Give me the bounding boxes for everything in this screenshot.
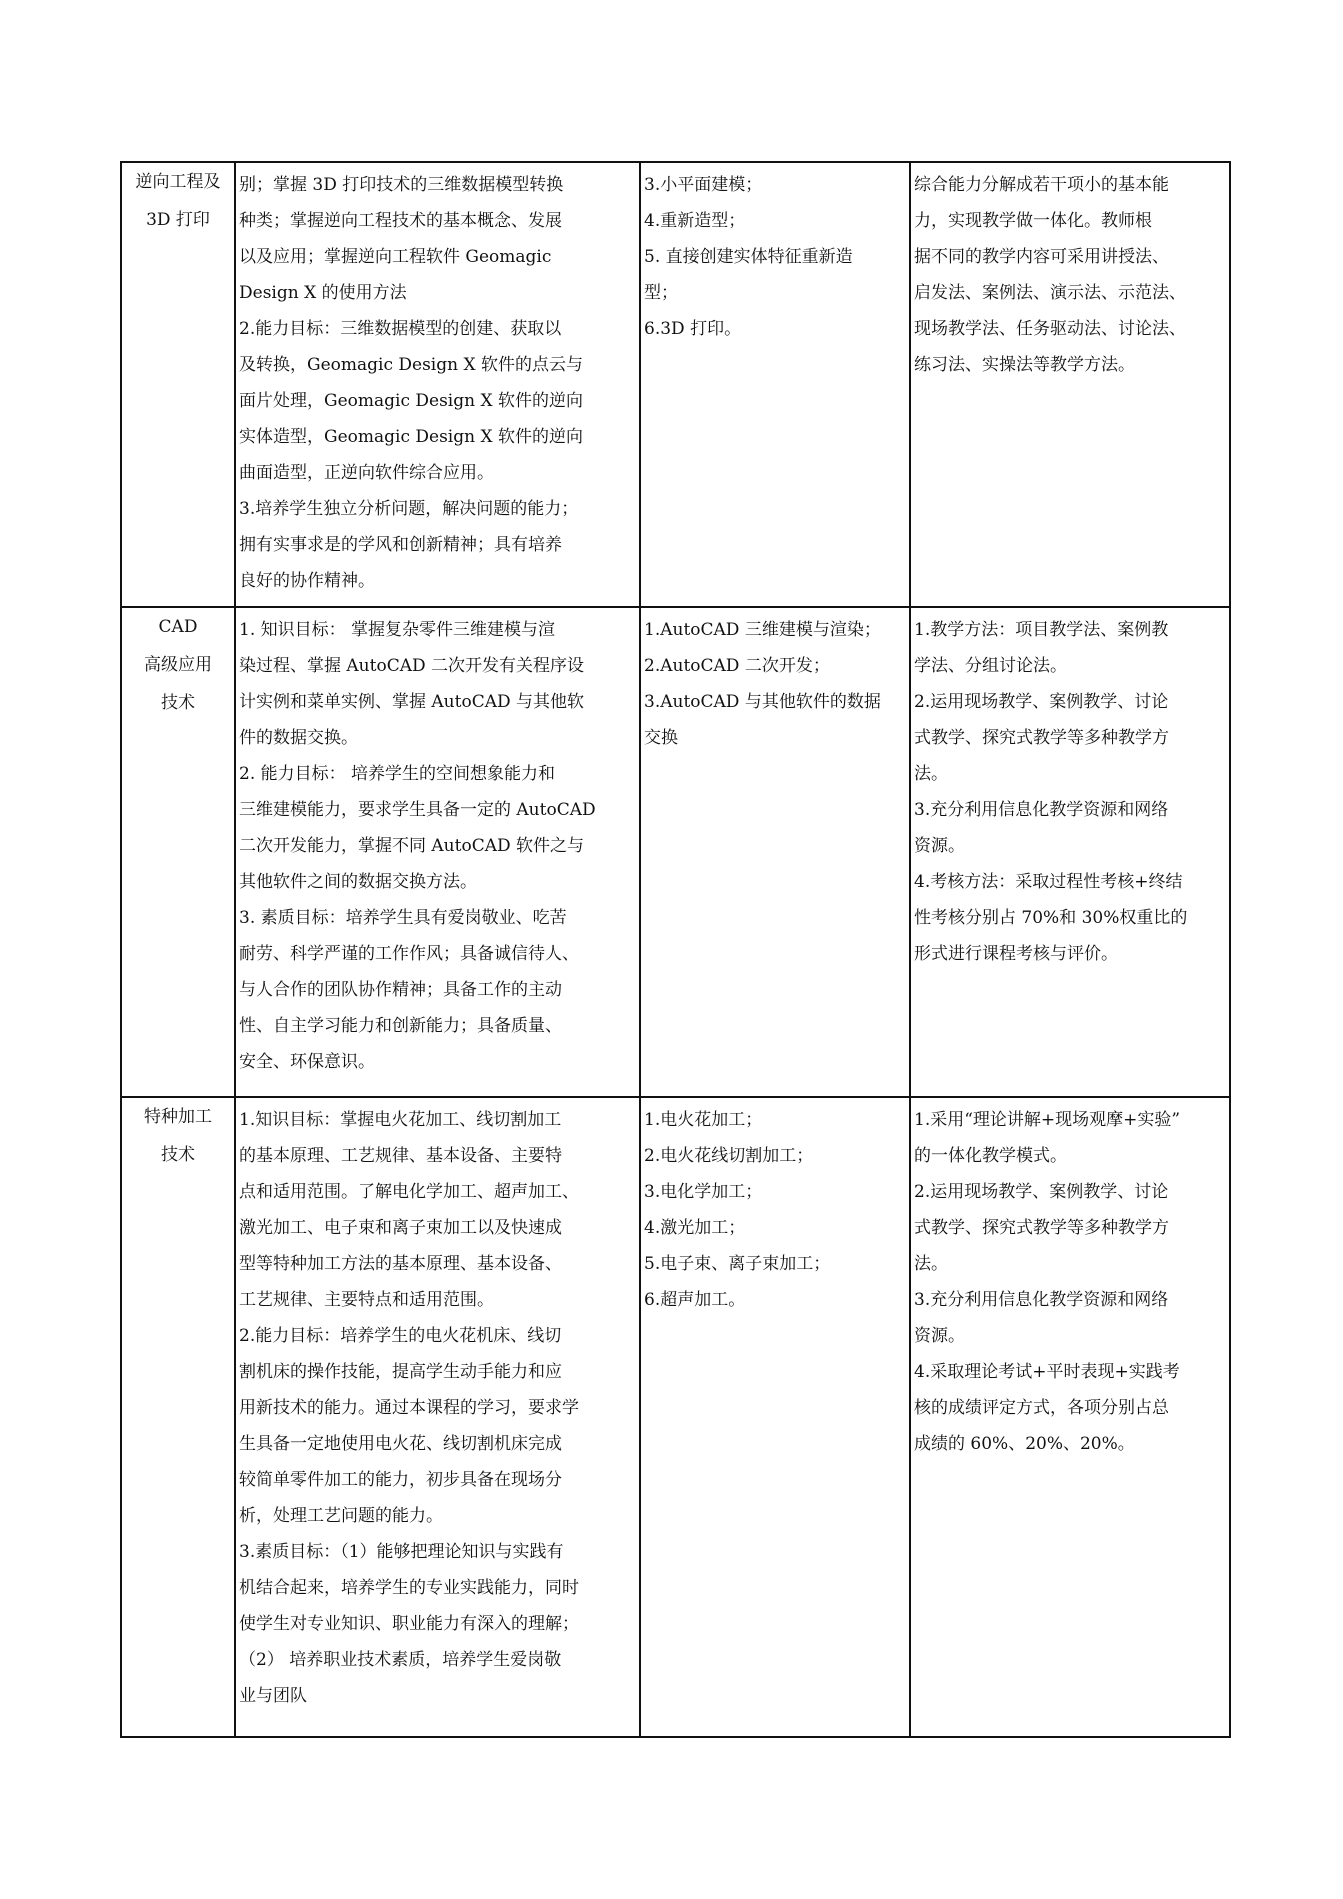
text-line: 核的成绩评定方式，各项分别占总: [914, 1398, 1169, 1418]
text-line: 3.充分利用信息化教学资源和网络: [914, 800, 1169, 820]
course-goals-cell: [235, 162, 640, 607]
text-line: 1.采用“理论讲解+现场观摩+实验”: [914, 1110, 1181, 1130]
course-method-cell: [910, 607, 1230, 1097]
text-line: 的基本原理、工艺规律、基本设备、主要特: [239, 1146, 562, 1166]
text-line: 3.充分利用信息化教学资源和网络: [914, 1290, 1169, 1310]
text-line: 技术: [161, 693, 195, 713]
course-content: [641, 608, 909, 758]
text-line: 法。: [914, 764, 948, 784]
text-line: 工艺规律、主要特点和适用范围。: [239, 1290, 494, 1310]
text-line: 2.运用现场教学、案例教学、讨论: [914, 1182, 1169, 1202]
course-name-cell: [121, 1097, 235, 1737]
text-line: 法。: [914, 1254, 948, 1274]
text-line: 使学生对专业知识、职业能力有深入的理解；: [239, 1614, 579, 1634]
text-line: 5. 直接创建实体特征重新造: [644, 247, 853, 267]
text-line: 3.素质目标：（1）能够把理论知识与实践有: [239, 1542, 564, 1562]
text-line: 二次开发能力，掌握不同 AutoCAD 软件之与: [239, 836, 585, 856]
course-method-cell: [910, 1097, 1230, 1737]
course-name-cell: [121, 162, 235, 607]
text-line: 面片处理，Geomagic Design X 软件的逆向: [239, 391, 583, 411]
text-line: 以及应用；掌握逆向工程软件 Geomagic: [239, 247, 552, 267]
text-line: 析，处理工艺问题的能力。: [239, 1506, 443, 1526]
text-line: 现场教学法、任务驱动法、讨论法、: [914, 319, 1186, 339]
course-content-cell: [640, 1097, 910, 1737]
text-line: 曲面造型，正逆向软件综合应用。: [239, 463, 494, 483]
text-line: 的一体化教学模式。: [914, 1146, 1067, 1166]
text-line: Design X 的使用方法: [239, 283, 407, 303]
text-line: 4.重新造型；: [644, 211, 746, 231]
course-goals-cell: [235, 607, 640, 1097]
text-line: 生具备一定地使用电火花、线切割机床完成: [239, 1434, 562, 1454]
table-row: [121, 162, 1230, 607]
text-line: 别；掌握 3D 打印技术的三维数据模型转换: [239, 175, 564, 195]
course-content-cell: [640, 607, 910, 1097]
text-line: CAD: [158, 617, 198, 637]
text-line: 综合能力分解成若干项小的基本能: [914, 175, 1169, 195]
text-line: 资源。: [914, 836, 965, 856]
text-line: 1. 知识目标： 掌握复杂零件三维建模与渲: [239, 620, 556, 640]
text-line: 较简单零件加工的能力，初步具备在现场分: [239, 1470, 562, 1490]
text-line: 逆向工程及: [135, 172, 221, 192]
text-line: 型；: [644, 283, 678, 303]
text-line: 其他软件之间的数据交换方法。: [239, 872, 477, 892]
text-line: 3D 打印: [146, 210, 210, 230]
course-goals: [236, 163, 639, 601]
course-content: [641, 163, 909, 349]
text-line: 性考核分别占 70%和 30%权重比的: [914, 908, 1188, 928]
text-line: 1.电火花加工；: [644, 1110, 763, 1130]
course-content-cell: [640, 162, 910, 607]
text-line: 安全、环保意识。: [239, 1052, 375, 1072]
course-method: [911, 608, 1229, 974]
text-line: 1.知识目标：掌握电火花加工、线切割加工: [239, 1110, 562, 1130]
text-line: 5.电子束、离子束加工；: [644, 1254, 831, 1274]
text-line: 据不同的教学内容可采用讲授法、: [914, 247, 1169, 267]
text-line: 成绩的 60%、20%、20%。: [914, 1434, 1135, 1454]
text-line: 练习法、实操法等教学方法。: [914, 355, 1135, 375]
table-row: [121, 1097, 1230, 1737]
text-line: 6.3D 打印。: [644, 319, 742, 339]
text-line: 形式进行课程考核与评价。: [914, 944, 1118, 964]
text-line: 6.超声加工。: [644, 1290, 746, 1310]
text-line: 学法、分组讨论法。: [914, 656, 1067, 676]
course-table: [120, 161, 1231, 1738]
course-name-cell: [121, 607, 235, 1097]
text-line: 割机床的操作技能，提高学生动手能力和应: [239, 1362, 562, 1382]
course-goals: [236, 1098, 639, 1716]
text-line: 2. 能力目标： 培养学生的空间想象能力和: [239, 764, 556, 784]
text-line: 件的数据交换。: [239, 728, 358, 748]
course-name: [122, 608, 234, 722]
text-line: 1.教学方法：项目教学法、案例教: [914, 620, 1169, 640]
text-line: 种类；掌握逆向工程技术的基本概念、发展: [239, 211, 562, 231]
course-method: [911, 1098, 1229, 1464]
text-line: 高级应用: [144, 655, 212, 675]
text-line: 计实例和菜单实例、掌握 AutoCAD 与其他软: [239, 692, 585, 712]
text-line: 3.AutoCAD 与其他软件的数据: [644, 692, 881, 712]
text-line: 3.电化学加工；: [644, 1182, 763, 1202]
text-line: 型等特种加工方法的基本原理、基本设备、: [239, 1254, 562, 1274]
text-line: 激光加工、电子束和离子束加工以及快速成: [239, 1218, 562, 1238]
text-line: 业与团队: [239, 1686, 307, 1706]
text-line: 力，实现教学做一体化。教师根: [914, 211, 1152, 231]
text-line: 及转换，Geomagic Design X 软件的点云与: [239, 355, 583, 375]
text-line: 2.能力目标：培养学生的电火花机床、线切: [239, 1326, 562, 1346]
text-line: 3.小平面建模；: [644, 175, 763, 195]
text-line: 3.培养学生独立分析问题，解决问题的能力；: [239, 499, 579, 519]
text-line: 2.运用现场教学、案例教学、讨论: [914, 692, 1169, 712]
text-line: 用新技术的能力。通过本课程的学习，要求学: [239, 1398, 579, 1418]
text-line: 与人合作的团队协作精神；具备工作的主动: [239, 980, 562, 1000]
course-name: [122, 1098, 234, 1174]
course-goals: [236, 608, 639, 1082]
course-method-cell: [910, 162, 1230, 607]
text-line: 1.AutoCAD 三维建模与渲染；: [644, 620, 881, 640]
text-line: 特种加工: [144, 1107, 212, 1127]
text-line: 4.采取理论考试+平时表现+实践考: [914, 1362, 1180, 1382]
text-line: 实体造型，Geomagic Design X 软件的逆向: [239, 427, 583, 447]
text-line: 拥有实事求是的学风和创新精神；具有培养: [239, 535, 562, 555]
text-line: 4.激光加工；: [644, 1218, 746, 1238]
text-line: 启发法、案例法、演示法、示范法、: [914, 283, 1186, 303]
text-line: 良好的协作精神。: [239, 571, 375, 591]
course-content: [641, 1098, 909, 1320]
text-line: 3. 素质目标：培养学生具有爱岗敬业、吃苦: [239, 908, 567, 928]
table-row: [121, 607, 1230, 1097]
text-line: 染过程、掌握 AutoCAD 二次开发有关程序设: [239, 656, 585, 676]
course-goals-cell: [235, 1097, 640, 1737]
text-line: 耐劳、科学严谨的工作作风；具备诚信待人、: [239, 944, 579, 964]
text-line: 资源。: [914, 1326, 965, 1346]
text-line: 2.能力目标：三维数据模型的创建、获取以: [239, 319, 562, 339]
text-line: 技术: [161, 1145, 195, 1165]
course-method: [911, 163, 1229, 385]
text-line: 交换: [644, 728, 678, 748]
text-line: 2.电火花线切割加工；: [644, 1146, 814, 1166]
text-line: 式教学、探究式教学等多种教学方: [914, 1218, 1169, 1238]
course-name: [122, 163, 234, 239]
text-line: 4.考核方法：采取过程性考核+终结: [914, 872, 1183, 892]
text-line: 点和适用范围。了解电化学加工、超声加工、: [239, 1182, 579, 1202]
text-line: 三维建模能力，要求学生具备一定的 AutoCAD: [239, 800, 596, 820]
text-line: （2） 培养职业技术素质，培养学生爱岗敬: [239, 1650, 562, 1670]
text-line: 机结合起来，培养学生的专业实践能力，同时: [239, 1578, 579, 1598]
text-line: 式教学、探究式教学等多种教学方: [914, 728, 1169, 748]
text-line: 2.AutoCAD 二次开发；: [644, 656, 830, 676]
text-line: 性、自主学习能力和创新能力；具备质量、: [239, 1016, 562, 1036]
